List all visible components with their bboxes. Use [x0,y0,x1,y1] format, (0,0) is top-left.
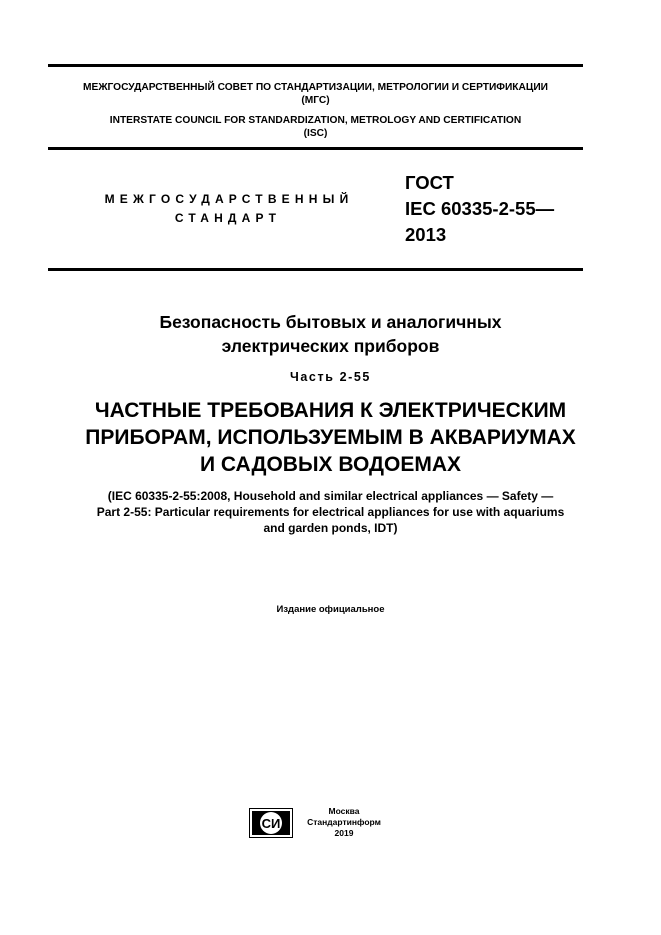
council-rule [48,147,583,150]
standard-type-line2: СТАНДАРТ [174,211,282,225]
main-title [20,397,641,478]
main-title-line2: ПРИБОРАМ, ИСПОЛЬЗУЕМЫМ В АКВАРИУМАХ [85,426,576,449]
publisher-name: Стандартинформ [307,817,381,827]
part-number: Часть 2-55 [290,370,371,384]
gost-label: ГОСТ [405,172,454,193]
publisher-city: Москва [328,806,360,816]
council-en-abbr: (ISC) [303,128,328,139]
gost-year: 2013 [405,224,447,245]
logo-text: СИ [261,816,281,831]
top-rule [48,64,583,67]
iec-reference-line3: and garden ponds, IDT) [263,521,398,535]
main-title-line1: ЧАСТНЫЕ ТРЕБОВАНИЯ К ЭЛЕКТРИЧЕСКИМ [94,399,567,422]
iec-reference-line2: Part 2-55: Particular requirements for electrical appliances for use with aquariums [96,505,565,519]
designation-rule [48,268,583,271]
council-ru-name: МЕЖГОСУДАРСТВЕННЫЙ СОВЕТ ПО СТАНДАРТИЗАЦИИ, МЕТРОЛОГИИ И СЕРТИФИКАЦИИ [83,82,548,93]
general-title [20,310,641,358]
iec-reference [20,488,641,536]
edition-note: Издание официальное [276,604,385,615]
iec-reference-line1: (IEC 60335-2-55:2008, Household and similar electrical appliances — Safety — [107,489,554,503]
standartinform-logo [249,808,293,838]
publisher-info [296,806,392,839]
publisher-year: 2019 [334,828,354,838]
general-title-line1: Безопасность бытовых и аналогичных [159,312,502,332]
gost-number: IEC 60335-2-55— [405,198,555,219]
main-title-line3: И САДОВЫХ ВОДОЕМАХ [199,453,462,476]
council-en-name: INTERSTATE COUNCIL FOR STANDARDIZATION, METROLOGY AND CERTIFICATION [109,115,522,126]
council-header [48,81,583,140]
gost-designation [405,170,554,248]
standard-type-line1: МЕЖГОСУДАРСТВЕННЫЙ [104,192,354,206]
council-ru-abbr: (МГС) [301,95,330,106]
general-title-line2: электрических приборов [221,336,440,356]
